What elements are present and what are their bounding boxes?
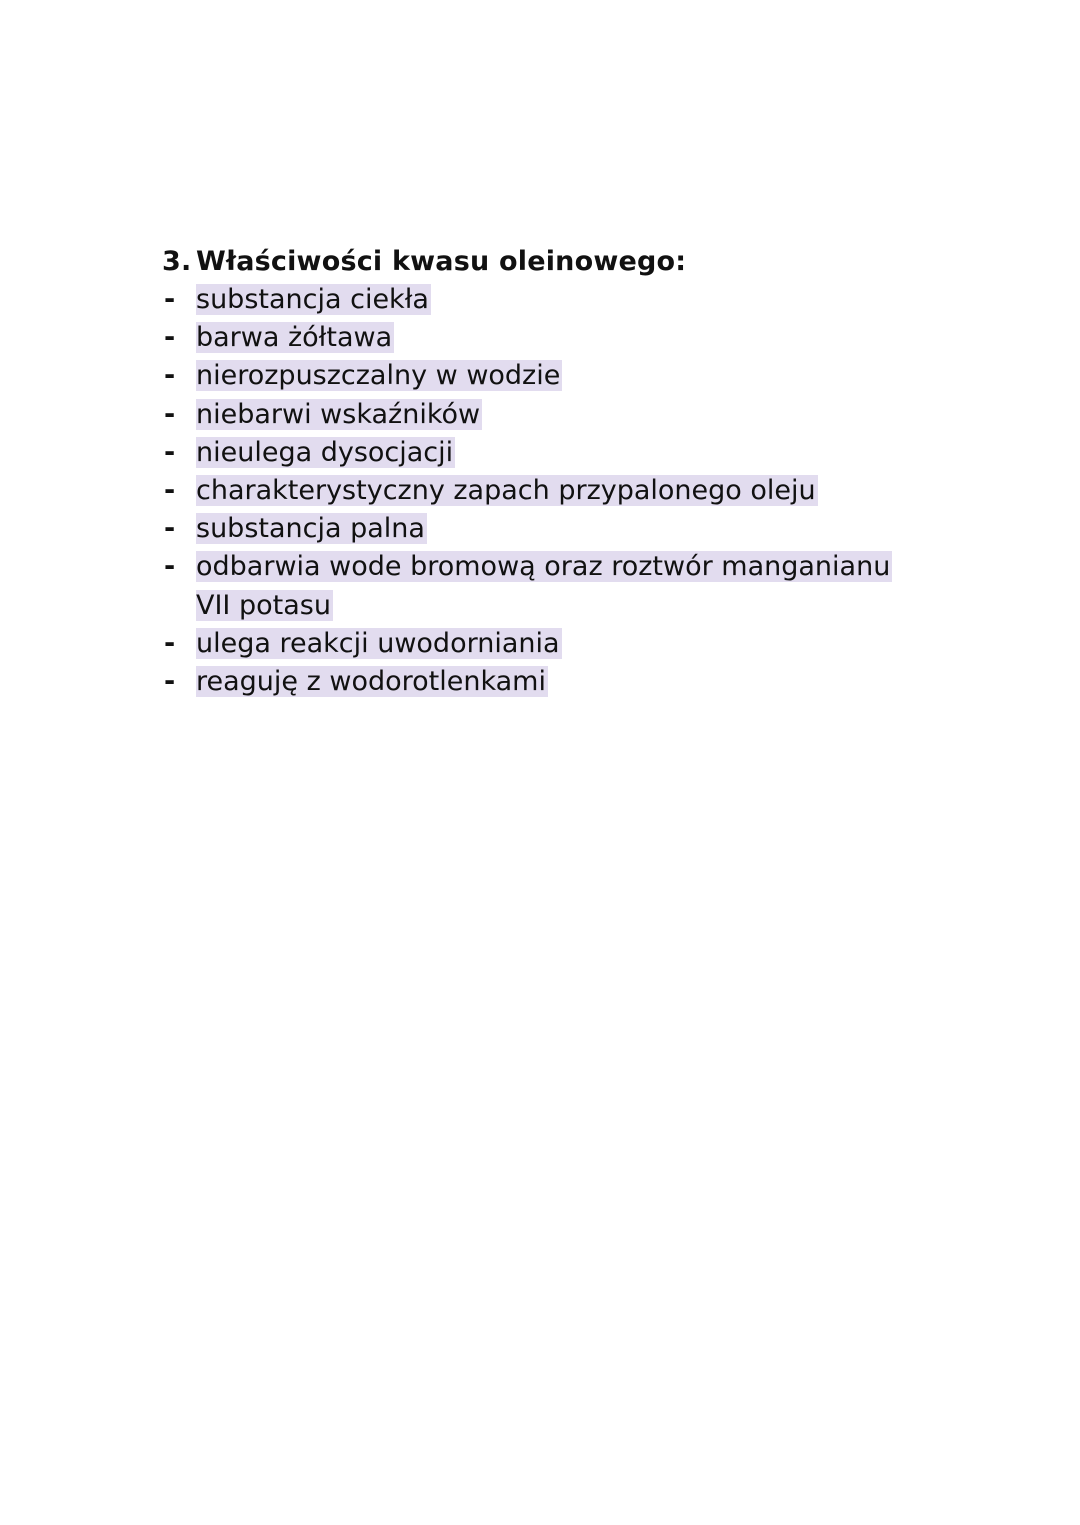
list-item (162, 319, 942, 357)
list-item (162, 663, 942, 701)
properties-section (162, 243, 942, 701)
item-text: nierozpuszczalny w wodzie (196, 360, 561, 392)
item-text: barwa żółtawa (196, 322, 393, 354)
list-item (162, 396, 942, 434)
list-item (162, 434, 942, 472)
properties-list (162, 281, 942, 701)
bullet-dash: - (164, 627, 176, 659)
item-text: substancja palna (196, 513, 425, 545)
item-text: charakterystyczny zapach przypalonego oleju (196, 475, 816, 507)
bullet-dash: - (164, 322, 176, 354)
item-text-continued: VII potasu (196, 589, 331, 621)
list-item (162, 281, 942, 319)
bullet-dash: - (164, 398, 176, 430)
list-item (162, 548, 942, 624)
item-text: niebarwi wskaźników (196, 398, 481, 430)
section-heading (162, 243, 942, 281)
section-number: 3. (162, 246, 192, 277)
bullet-dash: - (164, 666, 176, 698)
list-item (162, 357, 942, 395)
list-item (162, 510, 942, 548)
section-title: Właściwości kwasu oleinowego: (196, 246, 687, 277)
bullet-dash: - (164, 551, 176, 583)
bullet-dash: - (164, 360, 176, 392)
item-text: nieulega dysocjacji (196, 436, 454, 468)
item-text: reaguję z wodorotlenkami (196, 666, 546, 698)
item-text: ulega reakcji uwodorniania (196, 627, 560, 659)
item-text: substancja ciekła (196, 284, 429, 315)
bullet-dash: - (164, 436, 176, 468)
item-text: odbarwia wode bromową oraz roztwór manganianu (196, 551, 891, 583)
bullet-dash: - (164, 284, 176, 315)
list-item (162, 625, 942, 663)
bullet-dash: - (164, 475, 176, 507)
bullet-dash: - (164, 513, 176, 545)
list-item (162, 472, 942, 510)
